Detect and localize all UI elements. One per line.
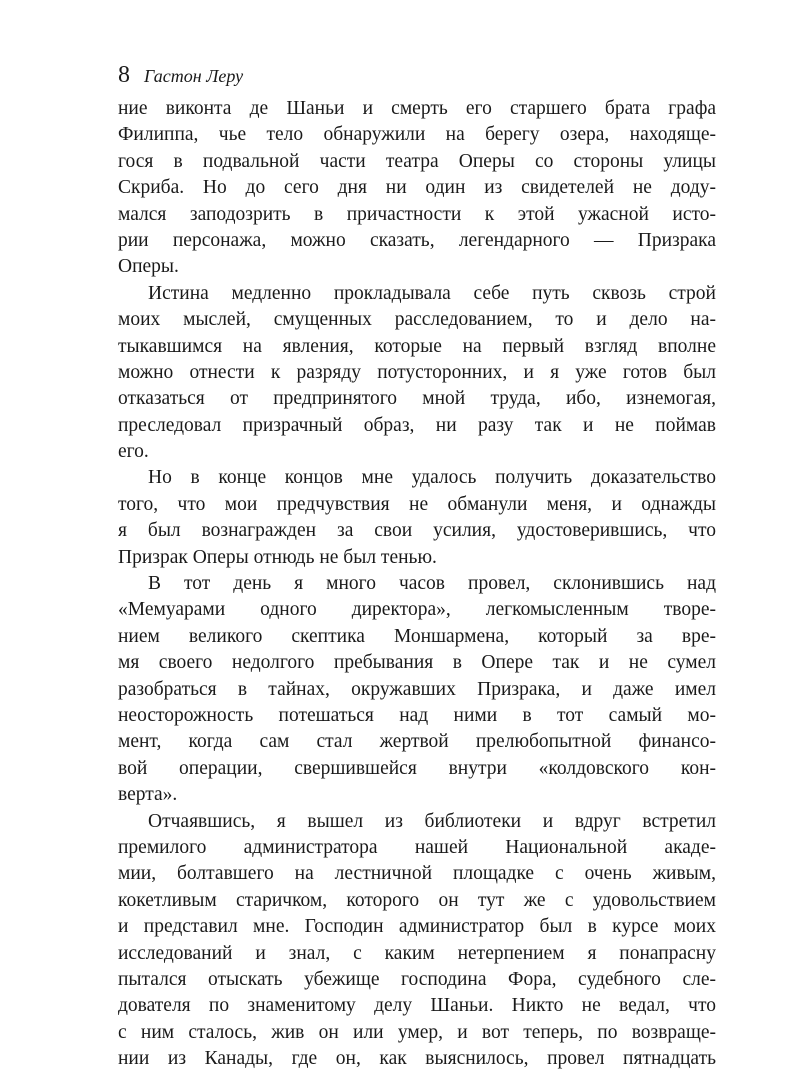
book-page: [118, 62, 716, 1072]
text-line: с ним сталось, жив он или умер, и вот теперь, по возвраще-: [118, 1021, 716, 1043]
text-line: верта».: [118, 784, 178, 806]
text-line: неосторожность потешаться над ними в тот самый мо-: [118, 704, 716, 726]
text-line: В тот день я много часов провел, склонившись над: [148, 573, 716, 595]
text-line: вой операции, свершившейся внутри «колдовского кон-: [118, 757, 716, 779]
text-line: можно отнести к разряду потусторонних, и я уже готов был: [118, 361, 716, 383]
text-line: мя своего недолгого пребывания в Опере так и не сумел: [118, 652, 716, 674]
text-line: я был вознагражден за свои усилия, удостоверившись, что: [118, 520, 716, 542]
text-line: мался заподозрить в причастности к этой ужасной исто-: [118, 203, 716, 225]
text-line: Отчаявшись, я вышел из библиотеки и вдруг встретил: [148, 810, 716, 832]
text-line: пытался отыскать убежище господина Фора, судебного сле-: [118, 968, 716, 990]
text-line: премилого администратора нашей Национальной акаде-: [118, 836, 716, 858]
text-line: мент, когда сам стал жертвой прелюбопытной финансо-: [118, 731, 716, 753]
text-line: отказаться от предпринятого мной труда, ибо, изнемогая,: [118, 388, 716, 410]
text-line: разобраться в тайнах, окружавших Призрака, и даже имел: [118, 678, 716, 700]
running-title: Гастон Леру: [144, 66, 244, 86]
text-line: преследовал призрачный образ, ни разу так и не поймав: [118, 414, 716, 436]
text-line: нии из Канады, где он, как выяснилось, провел пятнадцать: [118, 1048, 716, 1070]
text-line: ние виконта де Шаньи и смерть его старшего брата графа: [118, 98, 716, 119]
text-line: дователя по знаменитому делу Шаньи. Никто не ведал, что: [118, 995, 716, 1017]
text-line: Скриба. Но до сего дня ни один из свидетелей не доду-: [118, 177, 716, 199]
text-line: Но в конце концов мне удалось получить доказательство: [148, 467, 716, 489]
page-number: 8: [118, 62, 130, 88]
text-line: моих мыслей, смущенных расследованием, то и дело на-: [118, 309, 716, 331]
text-line: исследований и знал, с каким нетерпением я понапрасну: [118, 942, 716, 964]
text-line: рии персонажа, можно сказать, легендарного — Призрака: [118, 229, 716, 251]
text-line: тыкавшимся на явления, которые на первый взгляд вполне: [118, 335, 716, 357]
text-line: гося в подвальной части театра Оперы со стороны улицы: [118, 150, 716, 172]
text-line: нием великого скептика Моншармена, который за вре-: [118, 625, 716, 647]
text-line: кокетливым старичком, которого он тут же с удовольствием: [118, 889, 716, 911]
text-line: того, что мои предчувствия не обманули меня, и однажды: [118, 493, 716, 515]
text-line: его.: [118, 441, 149, 463]
text-line: мии, болтавшего на лестничной площадке с очень живым,: [118, 863, 716, 885]
text-line: Филиппа, чье тело обнаружили на берегу озера, находяще-: [118, 124, 716, 146]
text-line: «Мемуарами одного директора», легкомысленным творе-: [118, 599, 716, 621]
text-line: Оперы.: [118, 256, 179, 278]
text-line: Призрак Оперы отнюдь не был тенью.: [118, 546, 437, 568]
text-line: и представил мне. Господин администратор был в курсе моих: [118, 916, 716, 938]
text-line: Истина медленно прокладывала себе путь сквозь строй: [148, 282, 716, 304]
body-text: [118, 96, 716, 1072]
running-head: [118, 62, 716, 96]
